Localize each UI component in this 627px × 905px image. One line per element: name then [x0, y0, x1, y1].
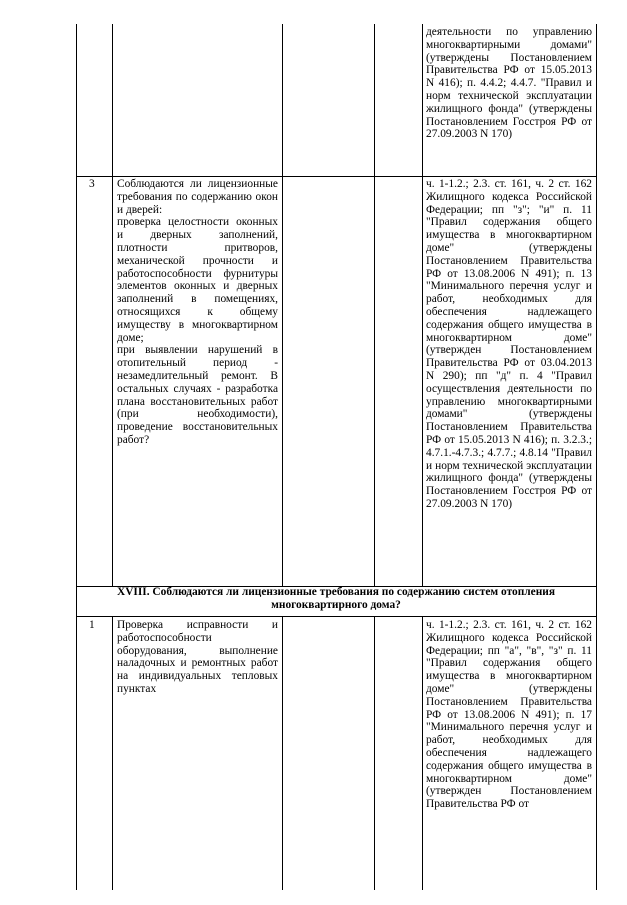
table-border-right [596, 24, 597, 890]
table-row-number: 3 [89, 178, 95, 190]
table-row-legal-basis: ч. 1-1.2.; 2.3. ст. 161, ч. 2 ст. 162 Жилищного кодекса Российской Федерации; пп "а", "в", "з" п. 11 "Правил содержания общего имущества в многоквартирном доме" (утверждены Постановлением Правительства РФ от 13.08.2006 N 491); п. 17 "Минимального перечня услуг и работ, необходимых для обеспечения надлежащего содержания общего имущества в многоквартирном доме" (утвержден Постановлением Правительства РФ от [426, 619, 592, 811]
table-row-requirement: Соблюдаются ли лицензионные требования по содержанию окон и дверей: проверка целостности оконных и дверных заполнений, плотности притворов, механической прочности и работоспособности фурнитуры элементов оконных и дверных заполнений в помещениях, относящихся к общему имуществу в многоквартирном доме; при выявлении нарушений в отопительный период - незамедлительный ремонт. В остальных случаях - разработка плана восстановительных работ (при необходимости), проведение восстановительных работ? [117, 178, 278, 446]
table-border-left [76, 24, 77, 890]
table-border-col2 [282, 24, 283, 586]
table-border-col1 [112, 616, 113, 890]
table-border-col1 [112, 24, 113, 586]
table-border-col3 [374, 24, 375, 586]
table-border-col4 [422, 24, 423, 586]
row-divider [76, 176, 597, 177]
table-border-col2 [282, 616, 283, 890]
table-row-number: 1 [89, 619, 95, 631]
table-border-col4 [422, 616, 423, 890]
table-row-legal-basis: ч. 1-1.2.; 2.3. ст. 161, ч. 2 ст. 162 Жилищного кодекса Российской Федерации; пп "з"; "и" п. 11 "Правил содержания общего имущества в многоквартирном доме" (утверждены Постановлением Правительства РФ от 13.08.2006 N 491); п. 13 "Минимального перечня услуг и работ, необходимых для обеспечения надлежащего содержания общего имущества в многоквартирном доме" (утвержден Постановлением Правительства РФ от 03.04.2013 N 290); пп "д" п. 4 "Правил осуществления деятельности по управлению многоквартирными домами" (утверждены Постановлением Правительства РФ от 15.05.2013 N 416); п. 3.2.3.; 4.7.1.-4.7.3.; 4.7.7.; 4.8.14 "Правил и норм технической эксплуатации жилищного фонда" (утверждены Постановлением Госстроя РФ от 27.09.2003 N 170) [426, 178, 592, 510]
section-heading: XVIII. Соблюдаются ли лицензионные требования по содержанию систем отопления многоквартирного дома? [116, 586, 556, 611]
table-row-legal-basis: деятельности по управлению многоквартирными домами" (утверждены Постановлением Правительства РФ от 15.05.2013 N 416); п. 4.4.2; 4.4.7. "Правил и норм технической эксплуатации жилищного фонда" (утверждены Постановлением Госстроя РФ от 27.09.2003 N 170) [426, 26, 592, 141]
section-divider-bottom [76, 616, 597, 617]
table-border-col3 [374, 616, 375, 890]
table-row-requirement: Проверка исправности и работоспособности оборудования, выполнение наладочных и ремонтных работ на индивидуальных тепловых пунктах [117, 619, 278, 695]
